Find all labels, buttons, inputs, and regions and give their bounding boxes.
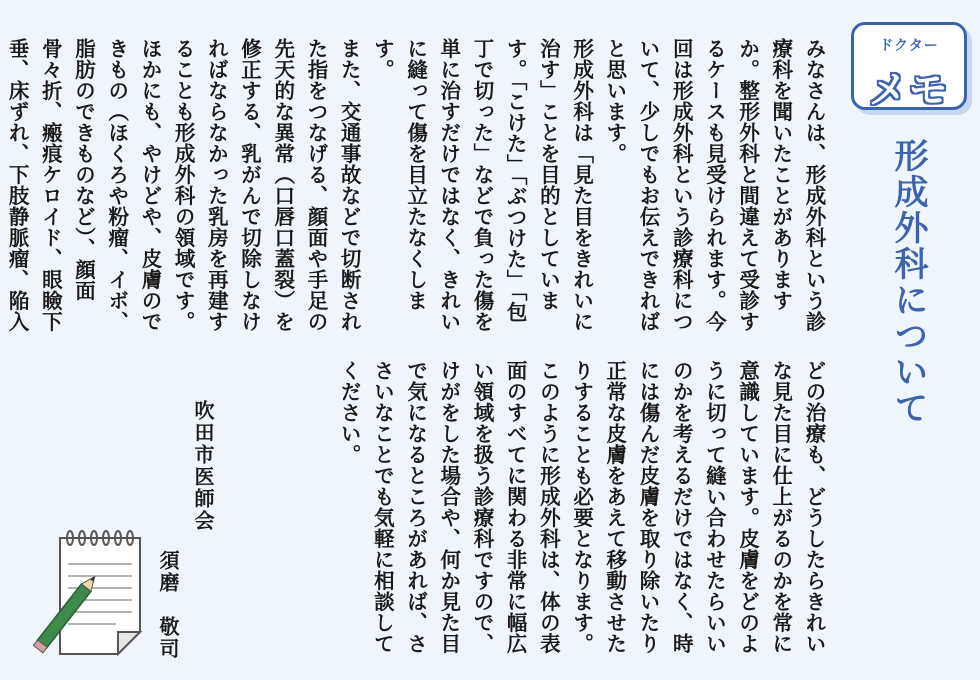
paragraph-6: このように形成外科は、体の表面のすべてに関わる非常に幅広い領域を扱う診療科ですので、けがをした場合や、何か見た目で気になるところがあれば、ささいなことでも気軽に相談してください。 <box>337 360 561 654</box>
doctor-memo-badge <box>851 22 967 110</box>
paragraph-3: また、交通事故などで切断された指をつなげる、顔面や手足の先天的な異常（口唇口蓋裂）を修正する、乳がんで切除しなければならなかった乳房を再建することも形成外科の領域です。 <box>171 38 362 332</box>
paragraph-1: みなさんは、形成外科という診療科を聞いたことがありますか。整形外科と間違えて受診するケースも見受けられます。今回は形成外科という診療科について、少しでもお伝えできればと思います。 <box>602 38 826 332</box>
body-column-bottom <box>190 360 830 665</box>
notepad-with-pencil-icon <box>18 520 158 670</box>
article-title: 形成外科について <box>888 138 928 426</box>
paragraph-5: どの治療も、どうしたらきれいな見た目に仕上がるのかを常に意識しています。皮膚をどのように切って縫い合わせたらいいのかを考えるだけではなく、時には傷んだ皮膚を取り除いたり正常な皮膚をあえて移動させたりすることも必要となります。 <box>569 360 826 654</box>
badge-big-label: メモ <box>868 68 949 112</box>
author-name: 須磨 敬司 <box>156 550 180 660</box>
author-block <box>150 400 220 660</box>
paragraph-2: 形成外科は「見た目をきれいに治す」ことを目的としています。「こけた」「ぶつけた」「包丁で切った」などで負った傷を単に治すだけではなく、きれいに縫って傷を目立たなくします。 <box>370 38 594 332</box>
badge-small-label: ドクター <box>879 38 939 54</box>
author-association: 吹田市医師会 <box>191 400 215 532</box>
body-column-top <box>5 38 830 338</box>
paragraph-4: ほかにも、やけどや、皮膚のできもの（ほくろや粉瘤、イボ、脂肪のできものなど）、顔面骨々折、瘢痕ケロイド、眼瞼下垂、床ずれ、下肢静脈瘤、陥入 <box>5 38 162 332</box>
